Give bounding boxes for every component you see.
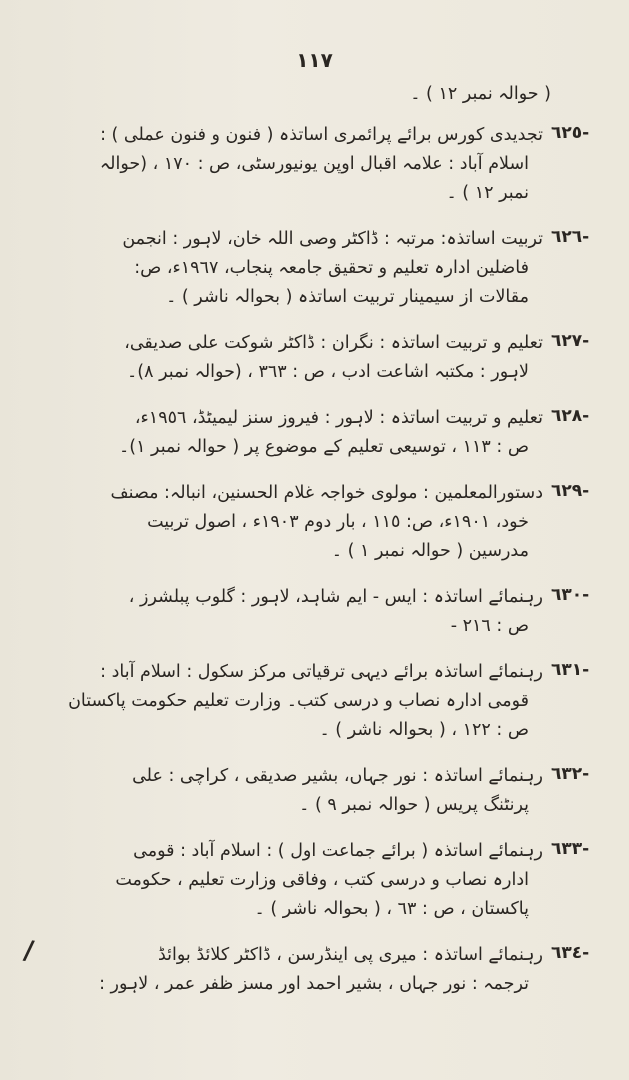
bibliography-entry-628 (34, 404, 613, 462)
entry-line: رہنمائے اساتذہ برائے دیہی ترقیاتی مرکز سکول : اسلام آباد : (100, 662, 543, 682)
bibliography-entry-633 (34, 837, 613, 924)
entry-number: -٦٣٠ (551, 585, 590, 605)
entry-line: ( حوالہ نمبر ١٢ ) ۔ (410, 84, 551, 104)
entry-line: قومی ادارہ نصاب و درسی کتب۔ وزارت تعلیم حکومت پاکستان (68, 691, 529, 711)
entry-line: پرنٹنگ پریس ( حوالہ نمبر ٩ ) ۔ (299, 795, 529, 815)
entry-line: تعلیم و تربیت اساتذہ : لاہور : فیروز سنز لیمیٹڈ، ١٩٥٦ء، (134, 408, 543, 428)
entry-number: -٦٢٥ (551, 123, 590, 143)
entry-line: اسلام آباد : علامہ اقبال اوپن یونیورسٹی، ص : ١٧٠ ، (حوالہ (99, 154, 529, 174)
entry-line: ص : ٢١٦ - (450, 616, 529, 636)
entry-line: لاہور : مکتبہ اشاعت ادب ، ص : ٣٦٣ ، (حوالہ نمبر ٨)۔ (127, 362, 529, 382)
entry-line: خود، ١٩٠١ء، ص: ١١٥ ، بار دوم ١٩٠٣ء ، اصول تربیت (147, 512, 529, 532)
entry-line: تعلیم و تربیت اساتذہ : نگران : ڈاکٹر شوکت علی صدیقی، (124, 333, 543, 353)
entry-line: پاکستان ، ص : ٦٣ ، ( بحوالہ ناشر ) ۔ (254, 899, 529, 919)
bibliography-entry-626 (34, 225, 613, 312)
entry-line: ادارہ نصاب و درسی کتب ، وفاقی وزارت تعلیم ، حکومت (115, 870, 529, 890)
bibliography-list (34, 80, 613, 1016)
bibliography-entry-631 (34, 658, 613, 745)
bibliography-entry-630 (34, 583, 613, 641)
entry-line: مقالات از سیمینار تربیت اساتذہ ( بحوالہ ناشر ) ۔ (166, 287, 529, 307)
bibliography-entry-629 (34, 479, 613, 566)
entry-line: رہنمائے اساتذہ : میری پی اینڈرسن ، ڈاکٹر کلائڈ بوائڈ (157, 945, 543, 965)
entry-line: تربیت اساتذہ: مرتبہ : ڈاکٹر وصی اللہ خان، لاہور : انجمن (122, 229, 543, 249)
entry-line: تجدیدی کورس برائے پرائمری اساتذہ ( فنون و فنون عملی ) : (100, 125, 543, 145)
entry-line: ص : ١١٣ ، توسیعی تعلیم کے موضوع پر ( حوالہ نمبر ١)۔ (118, 437, 529, 457)
handwritten-margin-mark: / (21, 935, 36, 967)
page-number: ١١٧ (296, 48, 333, 72)
entry-number: -٦٢٨ (551, 406, 590, 426)
entry-line: رہنمائے اساتذہ : نور جہاں، بشیر صدیقی ، کراچی : علی (132, 766, 543, 786)
entry-line: نمبر ١٢ ) ۔ (446, 183, 529, 203)
entry-number: -٦٣٢ (551, 764, 590, 784)
bibliography-entry-continuation (34, 80, 613, 109)
entry-line: مدرسین ( حوالہ نمبر ١ ) ۔ (331, 541, 529, 561)
entry-line: رہنمائے اساتذہ ( برائے جماعت اول ) : اسلام آباد : قومی (133, 841, 543, 861)
bibliography-entry-634 (34, 941, 613, 999)
entry-number: -٦٣٤ (551, 943, 590, 963)
entry-number: -٦٣٣ (551, 839, 590, 859)
entry-number: -٦٢٦ (551, 227, 590, 247)
entry-line: رہنمائے اساتذہ : ایس - ایم شاہد، لاہور : گلوب پبلشرز ، (128, 587, 543, 607)
entry-line: دستورالمعلمین : مولوی خواجہ غلام الحسنین، انبالہ: مصنف (110, 483, 543, 503)
entry-number: -٦٢٧ (551, 331, 590, 351)
entry-number: -٦٣١ (551, 660, 590, 680)
bibliography-entry-632 (34, 762, 613, 820)
entry-line: فاضلین ادارہ تعلیم و تحقیق جامعہ پنجاب، ١٩٦٧ء، ص: (134, 258, 529, 278)
entry-line: ص : ١٢٢ ، ( بحوالہ ناشر ) ۔ (319, 720, 529, 740)
entry-line: ترجمہ : نور جہاں ، بشیر احمد اور مسز ظفر عمر ، لاہور : (99, 974, 529, 994)
entry-number: -٦٢٩ (551, 481, 590, 501)
bibliography-entry-627 (34, 329, 613, 387)
bibliography-entry-625 (34, 121, 613, 208)
